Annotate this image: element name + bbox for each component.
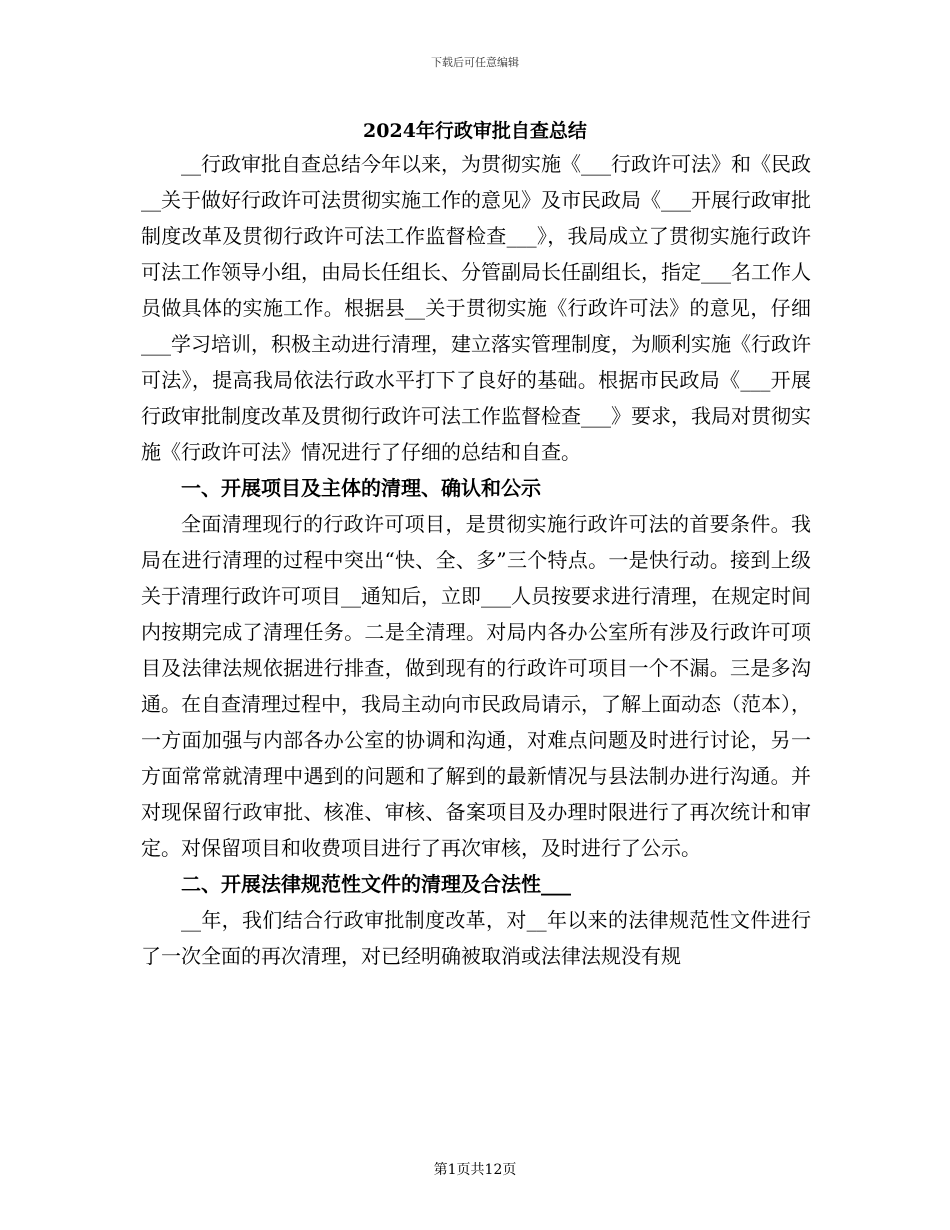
section-heading-2: 二、开展法律规范性文件的清理及合法性___ — [181, 872, 571, 896]
paragraph-section-2: __年，我们结合行政审批制度改革，对__年以来的法律规范性文件进行了一次全面的再次清理，对已经明确被取消或法律法规没有规 — [141, 908, 811, 968]
document-title: 2024年行政审批自查总结 — [363, 120, 587, 142]
paragraph-intro: __行政审批自查总结今年以来，为贯彻实施《___行政许可法》和《民政__关于做好行政许可法贯彻实施工作的意见》及市民政局《___开展行政审批制度改革及贯彻行政许可法工作监督检查___》，我局成立了贯彻实施行政许可法工作领导小组，由局长任组长、分管副局长任副组长，指定___名工作人员做具体的实施工作。根据县__关于贯彻实施《行政许可法》的意见，仔细___学习培训，积极主动进行清理，建立落实管理制度，为顺利实施《行政许可法》，提高我局依法行政水平打下了良好的基础。根据市民政局《___开展行政审批制度改革及贯彻行政许可法工作监督检查___》要求，我局对贯彻实施《行政许可法》情况进行了仔细的总结和自查。 — [141, 152, 811, 464]
paragraph-section-1: 全面清理现行的行政许可项目，是贯彻实施行政许可法的首要条件。我局在进行清理的过程中突出“快、全、多”三个特点。一是快行动。接到上级关于清理行政许可项目__通知后，立即___人员按要求进行清理，在规定时间内按期完成了清理任务。二是全清理。对局内各办公室所有涉及行政许可项目及法律法规依据进行排查，做到现有的行政许可项目一个不漏。三是多沟通。在自查清理过程中，我局主动向市民政局请示，了解上面动态（范本），一方面加强与内部各办公室的协调和沟通，对难点问题及时进行讨论，另一方面常常就清理中遇到的问题和了解到的最新情况与县法制办进行沟通。并对现保留行政审批、核准、审核、备案项目及办理时限进行了再次统计和审定。对保留项目和收费项目进行了再次审核，及时进行了公示。 — [141, 512, 811, 860]
document-body — [141, 146, 811, 974]
section-heading-1: 一、开展项目及主体的清理、确认和公示 — [181, 476, 541, 500]
page-footer: 第1页共12页 — [433, 1162, 517, 1178]
header-note: 下载后可任意编辑 — [431, 56, 519, 69]
